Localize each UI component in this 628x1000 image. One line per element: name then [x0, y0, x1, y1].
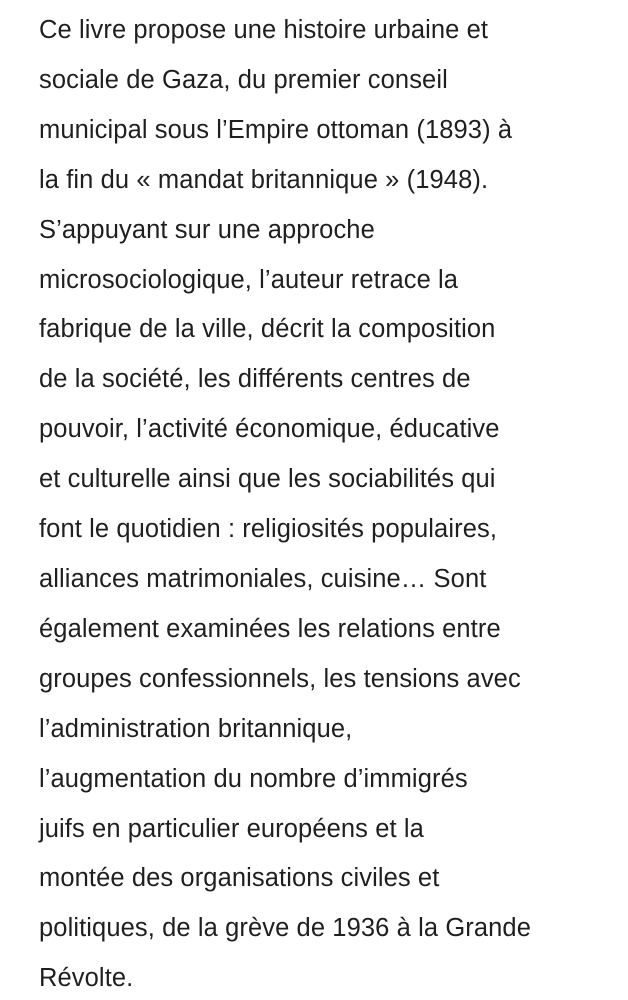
description-line: pouvoir, l’activité économique, éducative [39, 415, 500, 444]
description-line: également examinées les relations entre [39, 614, 501, 643]
description-line: de la société, les différents centres de [39, 365, 471, 394]
description-line: Révolte. [39, 964, 134, 993]
description-line: font le quotidien : religiosités populaires, [39, 515, 498, 544]
description-line: Ce livre propose une histoire urbaine et [39, 16, 489, 44]
description-line: groupes confessionnels, les tensions avec [39, 664, 521, 693]
description-line: alliances matrimoniales, cuisine… Sont [39, 564, 487, 593]
description-line: et culturelle ainsi que les sociabilités qui [39, 465, 496, 494]
description-line: fabrique de la ville, décrit la composition [39, 315, 496, 344]
description-line: montée des organisations civiles et [39, 864, 440, 893]
description-line: l’augmentation du nombre d’immigrés [39, 764, 468, 793]
description-line: sociale de Gaza, du premier conseil [39, 65, 448, 94]
description-line: S’appuyant sur une approche [39, 215, 375, 244]
description-line: microsociologique, l’auteur retrace la [39, 265, 459, 294]
description-line: politiques, de la grève de 1936 à la Grande [39, 914, 531, 943]
description-line: l’administration britannique, [39, 714, 353, 743]
book-description [39, 6, 608, 1000]
description-line: juifs en particulier européens et la [39, 814, 424, 843]
description-line: municipal sous l’Empire ottoman (1893) à [39, 115, 513, 144]
description-line: la fin du « mandat britannique » (1948). [39, 165, 489, 194]
